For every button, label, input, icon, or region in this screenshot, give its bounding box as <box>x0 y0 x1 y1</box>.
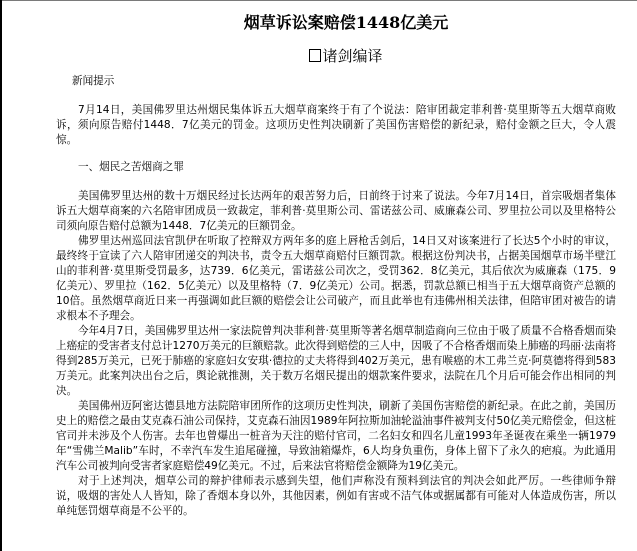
body-paragraph-5: 对于上述判决，烟草公司的辩护律师表示感到失望，他们声称没有预料到法官的判决会如此严厉。一些律师争辩说，吸烟的害处人人皆知，除了香烟本身以外，其他因素，例如有害或不洁气体或据属都有可能对人体造成伤害，所以单纯惩罚烟草商是不公平的。 <box>56 475 616 517</box>
intro-paragraph: 7月14日，美国佛罗里达州烟民集体诉五大烟草商案终于有了个说法：陪审团裁定菲利普·莫里斯等五大烟草商败诉，须向原告赔付1448．7亿美元的罚金。这项历史性判决刷新了美国伤害赔偿的新纪录，赔付金额之巨大，令人震惊。 <box>56 104 616 146</box>
checkbox-square-icon <box>309 49 321 62</box>
news-tip-label: 新闻提示 <box>72 75 115 87</box>
article-byline <box>56 46 616 66</box>
window-left-border <box>0 0 2 551</box>
article-author: 诸剑编译 <box>322 47 383 65</box>
body-paragraph-2: 佛罗里达州巡回法官凯伊在听取了控辩双方两年多的庭上唇枪舌剑后，14日又对该案进行了长达5个小时的审议，最终终于宣读了六人陪审团递交的判决书，责令五大烟草商赔付巨额罚款。根据这份判决书，占据美国烟草市场半壁江山的菲利普·莫里斯受罚最多，达739．6亿美元，雷诺兹公司次之，受罚362．8亿美元，其后依次为威廉森（175．9亿美元）、罗里拉（162．5亿美元）以及里格特（7．9亿美元）公司。据悉，罚款总额已相当于五大烟草商资产总额的10倍。虽然烟草商近日来一再强调如此巨额的赔偿会让公司破产，而且此举也有违佛州相关法律，但陪审团对被告的请求根本不予理会。 <box>56 235 616 322</box>
body-paragraph-4: 美国佛州迈阿密达德县地方法院陪审团所作的这项历史性判决，刷新了美国伤害赔偿的新纪录。在此之前，美国历史上的赔偿之最由艾克森石油公司保持，艾克森石油因1989年阿拉斯加油轮溢油事件被判支付50亿美元赔偿金，但这桩官司并未涉及个人伤害。去年也曾爆出一桩音为天注的赔付官司，二名妇女和四名儿童1993年圣诞夜在乘坐一辆1979年“雪佛兰Malib”车时，不幸汽车发生追尾碰撞，导致油箱爆炸，6人均身负重伤，身体上留下了永久的疤痕。为此通用汽车公司被判向受害者家庭赔偿49亿美元。不过，后来法官将赔偿金额降为19亿美元。 <box>56 400 616 472</box>
window-top-border <box>0 0 637 1</box>
body-paragraph-3: 今年4月7日，美国佛罗里达州一家法院曾判决菲利普·莫里斯等著名烟草制造商向三位由于吸了质量不合格香烟而染上癌症的受害者支付总计1270万美元的巨额赔款。此次得到赔偿的三人中，因吸了不合格香烟而染上肺癌的玛丽·法南将得到285万美元，已死于肺癌的家庭妇女安琪·德拉的丈夫将得到402万美元，患有喉癌的木工弗兰克·阿莫德将得到583万美元。此案判决出台之后，舆论就推测，关于数万名烟民提出的烟款案件要求，法院在几个月后可能会作出相同的判决。 <box>56 325 617 397</box>
section-heading: 一、烟民之苦烟商之罪 <box>78 161 184 173</box>
article-title: 烟草诉讼案赔偿1448亿美元 <box>243 13 449 32</box>
article <box>56 12 616 519</box>
body-paragraph-1: 美国佛罗里达州的数十万烟民经过长达两年的艰苦努力后，日前终于讨来了说法。今年7月14日，首宗吸烟者集体诉五大烟草商案的六名陪审团成员一致裁定，菲利普·莫里斯公司、雷诺兹公司、威廉森公司、罗里拉公司以及里格特公司须向原告赔付总额为1448．7亿美元的巨额罚金。 <box>56 190 616 232</box>
